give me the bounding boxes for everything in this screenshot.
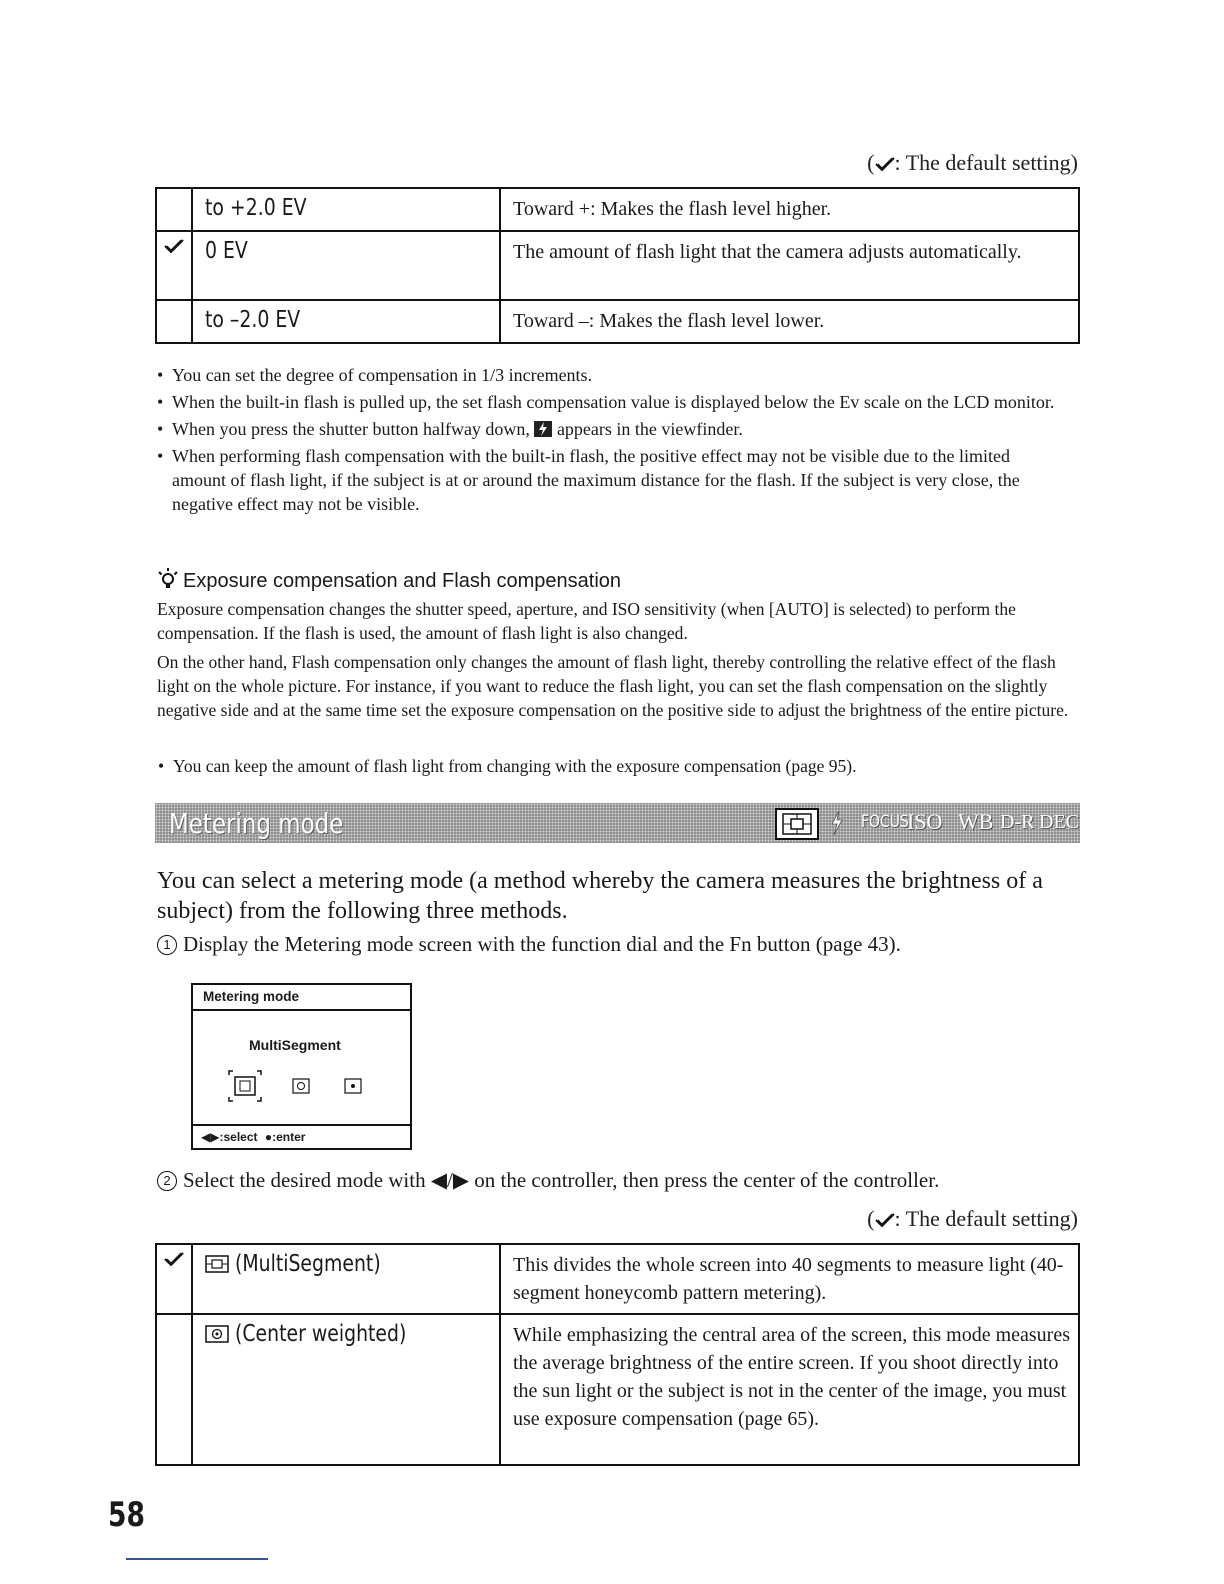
option-name: to +2.0 EV (192, 188, 500, 231)
hint-title: Exposure compensation and Flash compensation (183, 570, 622, 592)
page-rule (126, 1558, 268, 1560)
table-row (156, 231, 1079, 300)
dec-tag: DEC (1039, 811, 1079, 833)
metering-mode-screen (191, 983, 412, 1150)
step-number: 2 (157, 1171, 177, 1191)
option-name: to –2.0 EV (192, 300, 500, 343)
step-1: 1 Display the Metering mode screen with the function dial and the Fn button (page 43). (157, 932, 901, 957)
left-right-arrow-icon: ◀/▶ (430, 1168, 469, 1192)
default-cell (156, 231, 192, 300)
option-description: Toward +: Makes the flash level higher. (500, 188, 1079, 231)
list-item: • When you press the shutter button halfway down, appears in the viewfinder. (156, 417, 1066, 441)
option-name: (Center weighted) (192, 1314, 500, 1465)
default-cell (156, 1244, 192, 1314)
default-cell (156, 300, 192, 343)
hint-paragraph-1: Exposure compensation changes the shutter speed, aperture, and ISO sensitivity (when [AUTO] is selected) to perform the compensation. If the flash is used, the amount of flash light is also changed. (157, 599, 1016, 643)
dr-tag: D-R (1000, 811, 1035, 833)
table-row (156, 188, 1079, 231)
list-item: • You can keep the amount of flash light from changing with the exposure compensation (page 95). (157, 754, 1067, 778)
step-2: 2 Select the desired mode with ◀/▶ on the controller, then press the center of the controller. (157, 1168, 939, 1193)
default-cell (156, 1314, 192, 1465)
page-number: 58 (108, 1495, 145, 1535)
default-setting-note: ( : The default setting) (867, 150, 1078, 175)
check-mark-icon (164, 238, 184, 254)
spot-icon (345, 1079, 361, 1093)
table-row (156, 300, 1079, 343)
iso-tag: ISO (907, 809, 943, 834)
default-cell (156, 188, 192, 231)
option-name: (MultiSegment) (192, 1244, 500, 1314)
list-item: • When performing flash compensation with the built-in flash, the positive effect may not be visible due to the limited amount of flash light, if the subject is at or around the maximum distance for the flash. If the subject is very close, the negative effect may not be visible. (156, 444, 1066, 516)
list-item: • When the built-in flash is pulled up, the set flash compensation value is displayed below the Ev scale on the LCD monitor. (156, 390, 1066, 414)
option-description: While emphasizing the central area of the screen, this mode measures the average brightness of the entire screen. If you shoot directly into the sun light or the subject is not in the center of the image, you must use exposure compensation (page 65). (500, 1314, 1079, 1465)
hint-heading (157, 567, 621, 593)
flash-compensation-icon (534, 421, 552, 437)
table-row (156, 1244, 1079, 1314)
check-mark-icon (875, 1212, 895, 1228)
metering-mode-icon (775, 808, 819, 840)
option-name: 0 EV (192, 231, 500, 300)
default-setting-note: ( : The default setting) (867, 1206, 1078, 1231)
focus-tag: FOCUS (861, 812, 909, 832)
section-header-bar (155, 803, 1080, 843)
option-description: This divides the whole screen into 40 segments to measure light (40-segment honeycomb pattern metering). (500, 1244, 1079, 1314)
screen-mode-icons (227, 1069, 377, 1103)
screen-footer: ◀▶:select ●:enter (193, 1124, 410, 1148)
notes-list (156, 363, 1066, 519)
metering-multisegment-icon (777, 810, 817, 838)
wb-tag: WB (958, 809, 994, 834)
flash-icon (828, 807, 846, 839)
option-description: Toward –: Makes the flash level lower. (500, 300, 1079, 343)
center-weighted-icon (293, 1079, 309, 1093)
metering-mode-table (155, 1243, 1080, 1466)
screen-title: Metering mode (193, 985, 410, 1011)
flash-compensation-table (155, 187, 1080, 344)
table-row (156, 1314, 1079, 1465)
check-mark-icon (164, 1251, 184, 1267)
center-weighted-icon (205, 1325, 229, 1343)
section-title: Metering mode (169, 807, 344, 840)
hint-notes (157, 754, 1067, 781)
screen-selected-mode: MultiSegment (249, 1037, 341, 1053)
step-number: 1 (157, 935, 177, 955)
enter-button-icon: ● (264, 1130, 273, 1144)
multisegment-icon (205, 1255, 229, 1273)
option-description: The amount of flash light that the camera adjusts automatically. (500, 231, 1079, 300)
multisegment-icon (229, 1071, 261, 1101)
hint-lightbulb-icon (157, 567, 179, 591)
check-mark-icon (875, 156, 895, 172)
left-right-arrows-icon: ◀▶ (201, 1130, 220, 1144)
hint-paragraph-2: On the other hand, Flash compensation only changes the amount of flash light, thereby controlling the relative effect of the flash light on the whole picture. For instance, if you want to reduce the flash light, you can set the flash compensation on the slightly negative side and at the same time set the exposure compensation on the positive side to adjust the brightness of the entire picture. (157, 652, 1069, 720)
intro-paragraph: You can select a metering mode (a method whereby the camera measures the brightness of a subject) from the following three methods. (157, 868, 1043, 924)
list-item: • You can set the degree of compensation in 1/3 increments. (156, 363, 1066, 387)
